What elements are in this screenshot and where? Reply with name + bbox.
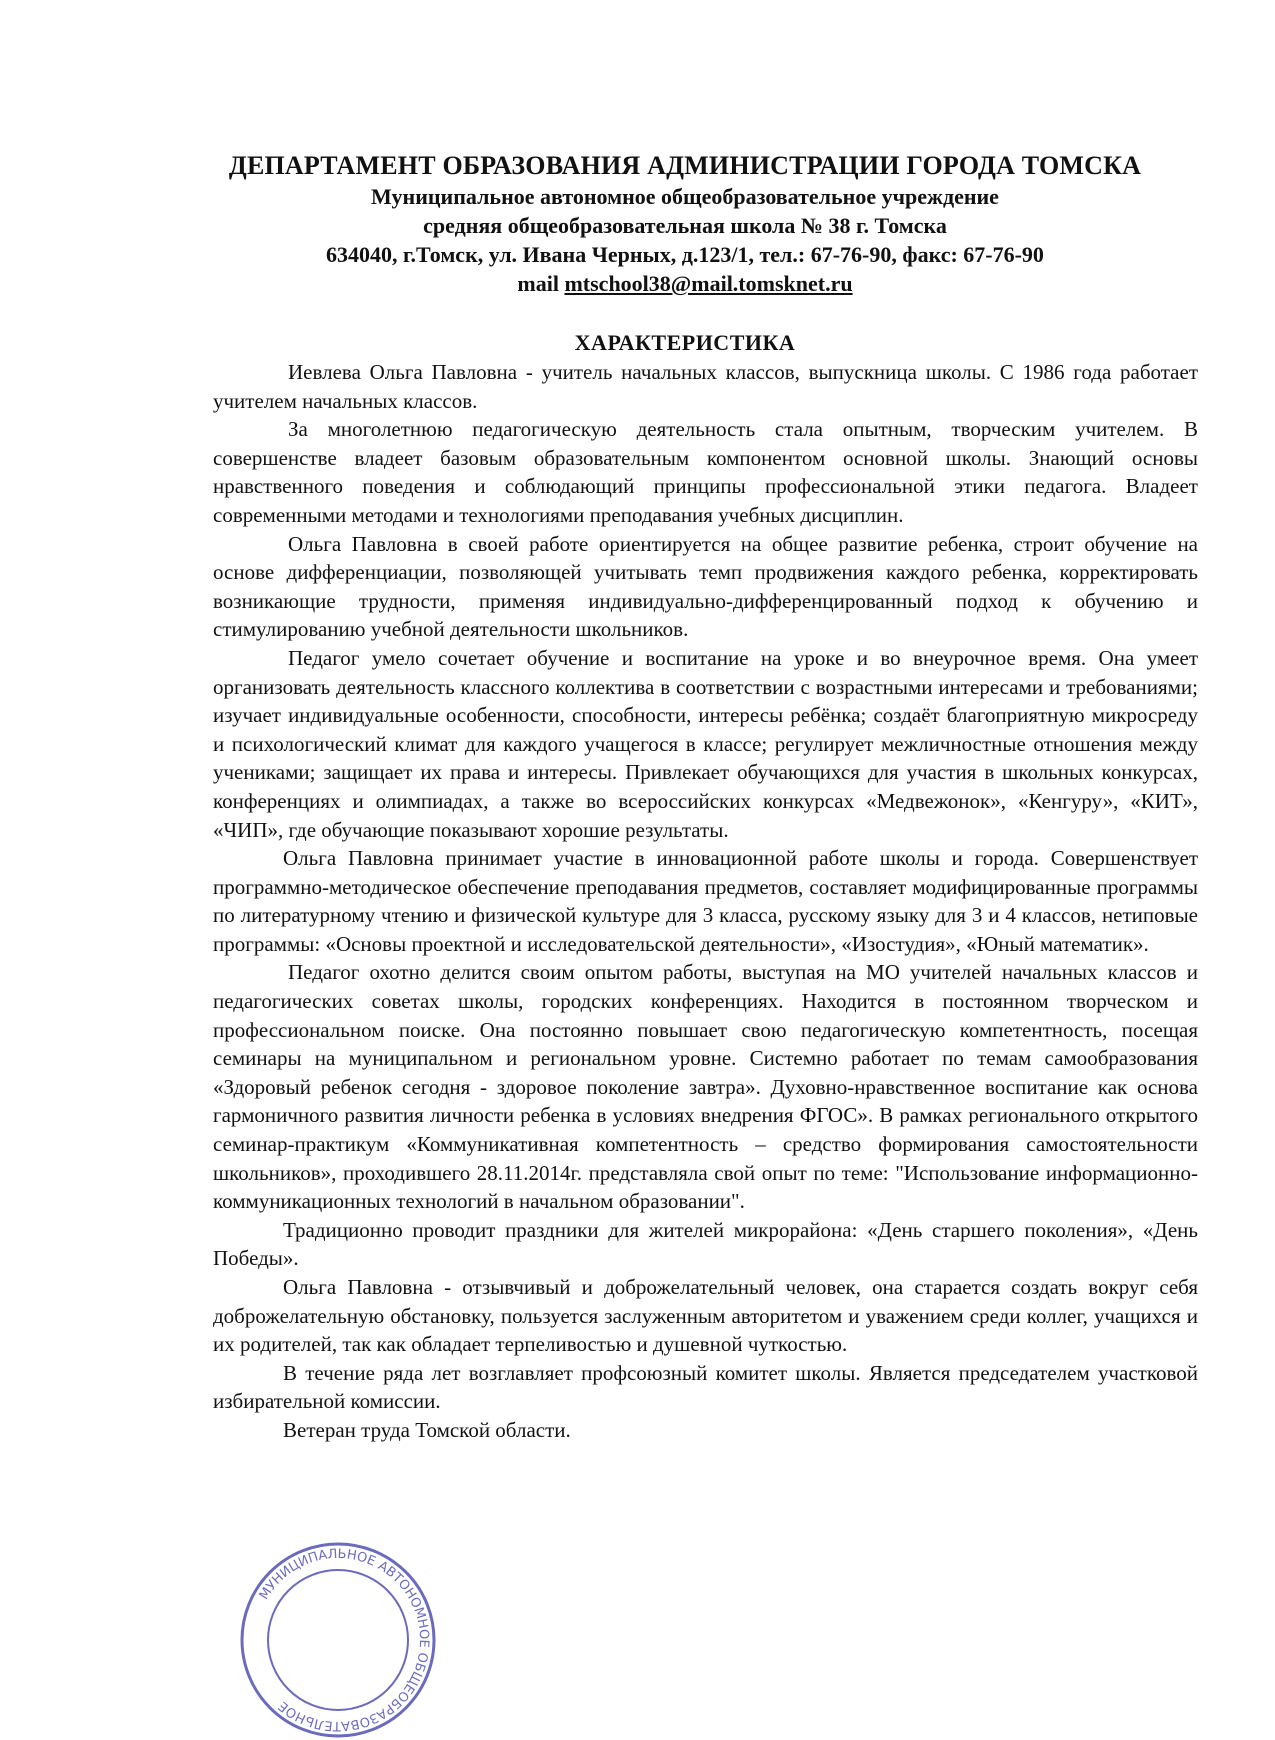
paragraph: Педагог умело сочетает обучение и воспитание на уроке и во внеурочное время. Она умеет организовать деятельность классного коллектива в соответствии с возрастными интересами и требованиями; изучает индивидуальные особенности, способности, интересы ребёнка; создаёт благоприятную микросреду и психологический климат для каждого учащегося в классе; регулирует межличностные отношения между учениками; защищает их права и интересы. Привлекает обучающихся для участия в школьных конкурсах, конференциях и олимпиадах, а также во всероссийских конкурсах «Медвежонок», «Кенгуру», «КИТ», «ЧИП», где обучающие показывают хорошие результаты. bbox=[213, 645, 1198, 842]
letterhead bbox=[220, 150, 1150, 298]
institution-name: Муниципальное автономное общеобразовательное учреждение bbox=[371, 184, 999, 209]
paragraph: Ольга Павловна принимает участие в инновационной работе школы и города. Совершенствует программно-методическое обеспечение преподавания предметов, составляет модифицированные программы по литературному чтению и физической культуре для 3 класса, русскому языку для 3 и 4 классов, нетиповые программы: «Основы проектной и исследовательской деятельности», «Изостудия», «Юный математик». bbox=[213, 846, 1198, 956]
paragraph: В течение ряда лет возглавляет профсоюзный комитет школы. Является председателем участковой избирательной комиссии. bbox=[213, 1360, 1198, 1414]
school-name: средняя общеобразовательная школа № 38 г. Томска bbox=[423, 213, 947, 238]
stamp-outer-ring bbox=[242, 1544, 434, 1736]
paragraph: За многолетнюю педагогическую деятельность стала опытным, творческим учителем. В совершенстве владеет базовым образовательным компонентом основной школы. Знающий основы нравственного поведения и соблюдающий принципы профессиональной этики педагога. Владеет современными методами и технологиями преподавания учебных дисциплин. bbox=[213, 417, 1198, 527]
school-stamp bbox=[238, 1540, 438, 1740]
paragraph: Иевлева Ольга Павловна - учитель начальных классов, выпускница школы. С 1986 года работает учителем начальных классов. bbox=[213, 360, 1198, 413]
document-body bbox=[213, 358, 1198, 1445]
mail-link[interactable]: mtschool38@mail.tomsknet.ru bbox=[564, 271, 853, 296]
paragraph: Традиционно проводит праздники для жителей микрорайона: «День старшего поколения», «День Победы». bbox=[213, 1217, 1198, 1271]
paragraph: Ветеран труда Томской области. bbox=[283, 1417, 571, 1442]
stamp-inner-ring bbox=[268, 1570, 408, 1710]
department-name: ДЕПАРТАМЕНТ ОБРАЗОВАНИЯ АДМИНИСТРАЦИИ ГОРОДА ТОМСКА bbox=[228, 151, 1142, 180]
paragraph: Ольга Павловна - отзывчивый и доброжелательный человек, она старается создать вокруг себя доброжелательную обстановку, пользуется заслуженным авторитетом и уважением среди коллег, учащихся и их родителей, так как обладает терпеливостью и душевной чуткостью. bbox=[213, 1275, 1198, 1357]
paragraph: Педагог охотно делится своим опытом работы, выступая на МО учителей начальных классов и педагогических советах школы, городских конференциях. Находится в постоянном творческом и профессиональном поиске. Она постоянно повышает свою педагогическую компетентность, посещая семинары на муниципальном и региональном уровне. Системно работает по темам самообразования «Здоровый ребенок сегодня - здоровое поколение завтра». Духовно-нравственное воспитание как основа гармоничного развития личности ребенка в условиях внедрения ФГОС». В рамках регионального открытого семинар-практикум «Коммуникативная компетентность – средство формирования самостоятельности школьников», проходившего 28.11.2014г. представляла свой опыт по теме: "Использование информационно-коммуникационных технологий в начальном образовании". bbox=[213, 960, 1198, 1214]
document-title: ХАРАКТЕРИСТИКА bbox=[574, 330, 796, 355]
stamp-text bbox=[257, 1547, 431, 1733]
stamp-text-path: МУНИЦИПАЛЬНОЕ АВТОНОМНОЕ ОБЩЕОБРАЗОВАТЕЛЬНОЕ bbox=[256, 1546, 432, 1734]
school-mail bbox=[220, 269, 1150, 298]
mail-label: mail bbox=[517, 271, 559, 296]
school-address: 634040, г.Томск, ул. Ивана Черных, д.123/1, тел.: 67-76-90, факс: 67-76-90 bbox=[326, 242, 1044, 267]
paragraph: Ольга Павловна в своей работе ориентируется на общее развитие ребенка, строит обучение на основе дифференциации, позволяющей учитывать темп продвижения каждого ребенка, корректировать возникающие трудности, применяя индивидуально-дифференцированный подход к обучению и стимулированию учебной деятельности школьников. bbox=[213, 531, 1198, 642]
